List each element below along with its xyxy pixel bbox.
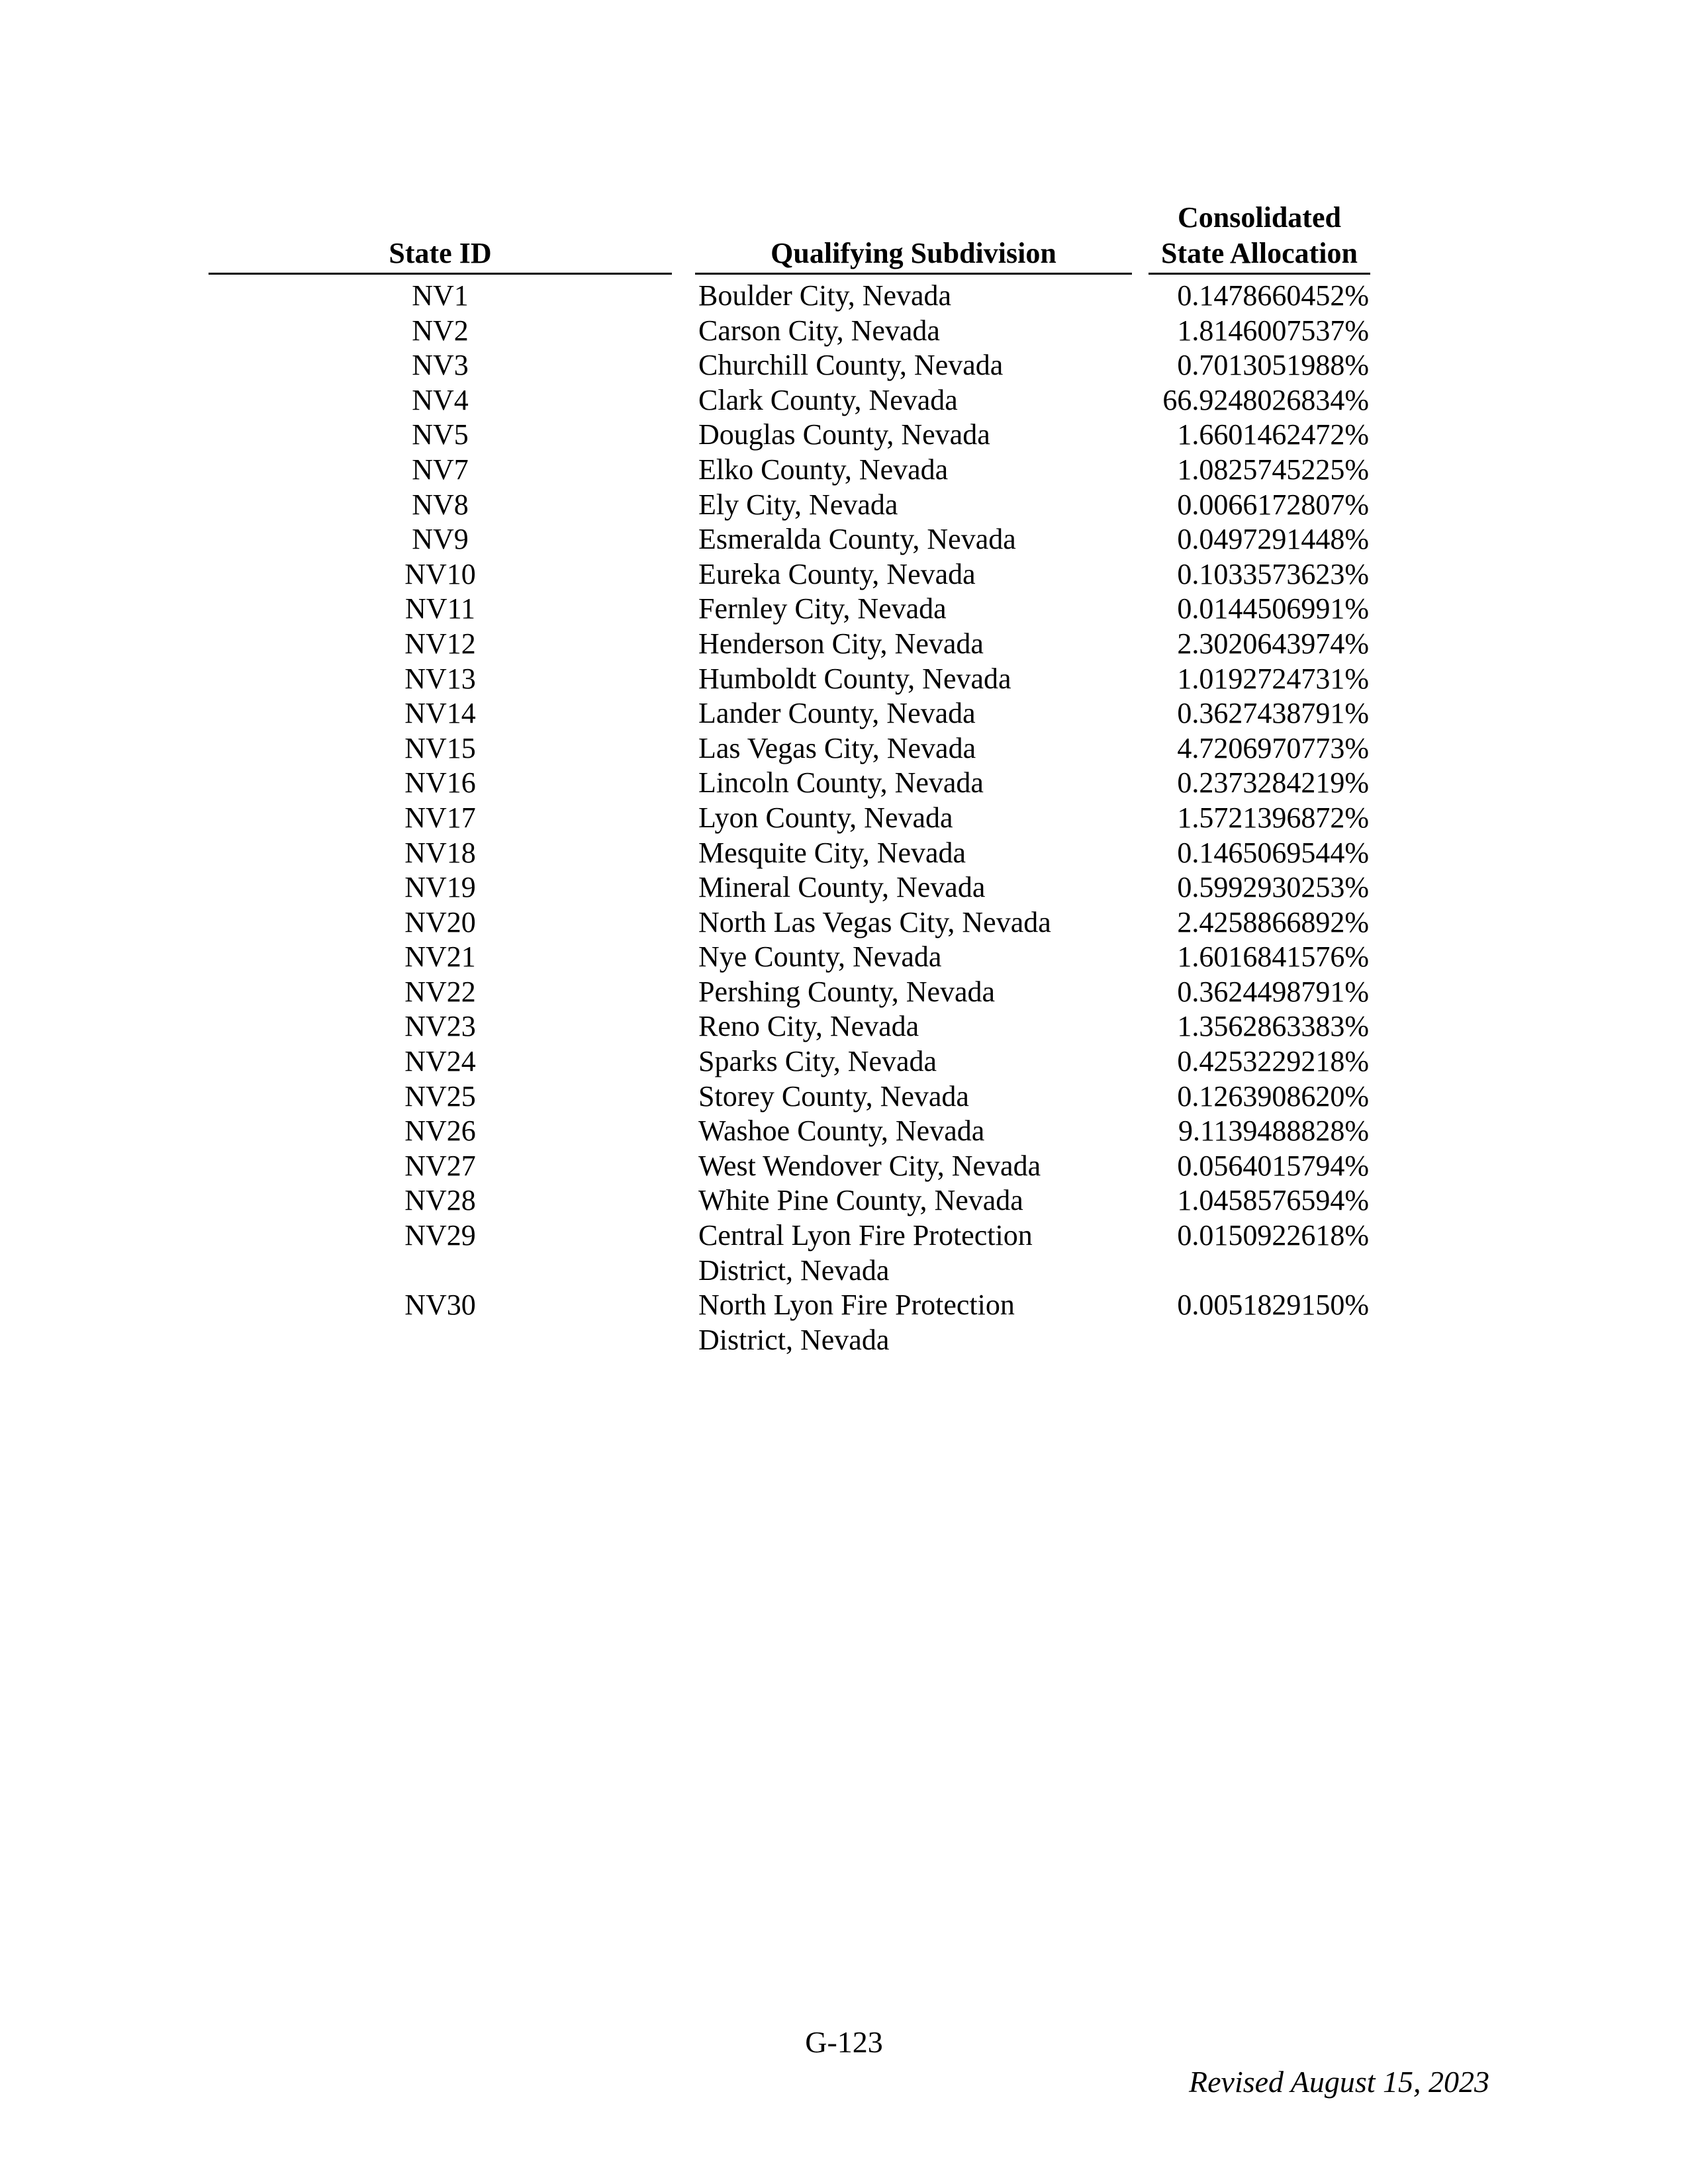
state-id-cell: NV12 xyxy=(404,627,476,660)
table-header xyxy=(209,192,1374,275)
allocation-cell: 9.1139488828% xyxy=(1178,1115,1369,1148)
subdivision-cell: Ely City, Nevada xyxy=(698,488,898,521)
subdivision-cell: Washoe County, Nevada xyxy=(698,1115,985,1148)
table-row xyxy=(209,870,1374,905)
table-row xyxy=(209,488,1374,523)
allocation-cell: 0.3624498791% xyxy=(1177,975,1369,1008)
header-consolidated-state-allocation xyxy=(1149,200,1370,275)
allocation-cell: 0.1033573623% xyxy=(1177,557,1369,590)
subdivision-cell: Clark County, Nevada xyxy=(698,383,958,416)
state-id-cell: NV28 xyxy=(404,1184,476,1217)
subdivision-cell: Mineral County, Nevada xyxy=(698,871,986,904)
table-row xyxy=(209,1114,1374,1149)
state-id-cell: NV29 xyxy=(404,1219,476,1252)
state-id-cell: NV18 xyxy=(404,836,476,869)
subdivision-cell: Lyon County, Nevada xyxy=(698,801,953,834)
allocation-cell: 66.9248026834% xyxy=(1162,383,1369,416)
state-id-cell: NV1 xyxy=(412,279,469,312)
table-row xyxy=(209,592,1374,627)
header-allocation-line-2: State Allocation xyxy=(1161,237,1358,269)
table-row xyxy=(209,1183,1374,1218)
table-row xyxy=(209,453,1374,488)
allocation-cell: 0.1478660452% xyxy=(1177,279,1369,312)
table-row xyxy=(209,975,1374,1010)
state-id-cell: NV30 xyxy=(404,1289,476,1322)
subdivision-cell: Central Lyon Fire Protection District, Nevada xyxy=(698,1219,1033,1287)
header-qualifying-subdivision: Qualifying Subdivision xyxy=(695,236,1132,275)
state-id-cell: NV26 xyxy=(404,1115,476,1148)
state-id-cell: NV16 xyxy=(404,766,476,799)
table-row xyxy=(209,731,1374,766)
allocation-cell: 1.6601462472% xyxy=(1177,418,1369,451)
table-row xyxy=(209,314,1374,349)
subdivision-cell: Lincoln County, Nevada xyxy=(698,766,984,799)
allocation-cell: 1.5721396872% xyxy=(1177,801,1369,834)
table-row xyxy=(209,1149,1374,1184)
state-id-cell: NV2 xyxy=(412,314,469,347)
subdivision-cell: Lander County, Nevada xyxy=(698,697,976,730)
table-row xyxy=(209,905,1374,940)
table-row xyxy=(209,696,1374,731)
page-number: G-123 xyxy=(805,2025,883,2059)
subdivision-cell: West Wendover City, Nevada xyxy=(698,1149,1041,1182)
subdivision-cell: Henderson City, Nevada xyxy=(698,627,984,660)
state-id-cell: NV11 xyxy=(405,592,475,625)
allocation-cell: 0.0051829150% xyxy=(1177,1289,1369,1322)
subdivision-cell: Mesquite City, Nevada xyxy=(698,836,966,869)
subdivision-cell: Reno City, Nevada xyxy=(698,1010,919,1043)
state-id-cell: NV25 xyxy=(404,1079,476,1113)
subdivision-cell: Sparks City, Nevada xyxy=(698,1045,937,1078)
state-id-cell: NV22 xyxy=(404,975,476,1008)
table-row xyxy=(209,279,1374,314)
allocation-table xyxy=(209,192,1374,1357)
table-row xyxy=(209,1009,1374,1044)
subdivision-cell: Boulder City, Nevada xyxy=(698,279,952,312)
allocation-cell: 0.0150922618% xyxy=(1177,1219,1369,1252)
allocation-cell: 0.0564015794% xyxy=(1177,1149,1369,1182)
allocation-cell: 0.0066172807% xyxy=(1177,488,1369,521)
allocation-cell: 2.4258866892% xyxy=(1177,905,1369,938)
state-id-cell: NV14 xyxy=(404,697,476,730)
table-row xyxy=(209,557,1374,592)
allocation-cell: 2.3020643974% xyxy=(1177,627,1369,660)
state-id-cell: NV9 xyxy=(412,523,469,556)
allocation-cell: 0.3627438791% xyxy=(1177,697,1369,730)
table-row xyxy=(209,801,1374,836)
subdivision-cell: Pershing County, Nevada xyxy=(698,975,996,1008)
table-row xyxy=(209,348,1374,383)
allocation-cell: 1.8146007537% xyxy=(1177,314,1369,347)
allocation-cell: 0.1465069544% xyxy=(1177,836,1369,869)
table-row xyxy=(209,1079,1374,1115)
subdivision-cell: Fernley City, Nevada xyxy=(698,592,947,625)
subdivision-cell: Humboldt County, Nevada xyxy=(698,662,1011,695)
state-id-cell: NV24 xyxy=(404,1045,476,1078)
allocation-cell: 1.0192724731% xyxy=(1177,662,1369,695)
state-id-cell: NV10 xyxy=(404,557,476,590)
state-id-cell: NV23 xyxy=(404,1010,476,1043)
allocation-cell: 1.0458576594% xyxy=(1177,1184,1369,1217)
state-id-cell: NV4 xyxy=(412,383,469,416)
allocation-cell: 0.2373284219% xyxy=(1177,766,1369,799)
allocation-cell: 1.3562863383% xyxy=(1177,1010,1369,1043)
table-row xyxy=(209,1288,1374,1357)
subdivision-cell: White Pine County, Nevada xyxy=(698,1184,1023,1217)
state-id-cell: NV27 xyxy=(404,1149,476,1182)
subdivision-cell: Nye County, Nevada xyxy=(698,940,942,974)
state-id-cell: NV13 xyxy=(404,662,476,695)
state-id-cell: NV17 xyxy=(404,801,476,834)
state-id-cell: NV7 xyxy=(412,453,469,486)
subdivision-cell: Esmeralda County, Nevada xyxy=(698,523,1016,556)
allocation-cell: 0.5992930253% xyxy=(1177,871,1369,904)
subdivision-cell: Eureka County, Nevada xyxy=(698,557,976,590)
revision-date: Revised August 15, 2023 xyxy=(1189,2065,1489,2099)
allocation-cell: 0.0144506991% xyxy=(1177,592,1369,625)
state-id-cell: NV3 xyxy=(412,349,469,382)
allocation-cell: 0.7013051988% xyxy=(1177,349,1369,382)
table-body xyxy=(209,279,1374,1357)
allocation-cell: 0.4253229218% xyxy=(1177,1045,1369,1078)
state-id-cell: NV20 xyxy=(404,905,476,938)
table-row xyxy=(209,522,1374,557)
table-row xyxy=(209,418,1374,453)
state-id-cell: NV8 xyxy=(412,488,469,521)
allocation-cell: 0.0497291448% xyxy=(1177,523,1369,556)
subdivision-cell: Storey County, Nevada xyxy=(698,1079,969,1113)
allocation-cell: 4.7206970773% xyxy=(1177,731,1369,764)
state-id-cell: NV15 xyxy=(404,731,476,764)
table-row xyxy=(209,662,1374,697)
table-row xyxy=(209,627,1374,662)
allocation-cell: 0.1263908620% xyxy=(1177,1079,1369,1113)
allocation-cell: 1.6016841576% xyxy=(1177,940,1369,974)
subdivision-cell: Churchill County, Nevada xyxy=(698,349,1004,382)
table-row xyxy=(209,836,1374,871)
allocation-cell: 1.0825745225% xyxy=(1177,453,1369,486)
subdivision-cell: North Las Vegas City, Nevada xyxy=(698,905,1051,938)
table-row xyxy=(209,383,1374,418)
table-row xyxy=(209,1218,1374,1288)
header-allocation-line-1: Consolidated xyxy=(1178,201,1341,234)
subdivision-cell: Carson City, Nevada xyxy=(698,314,940,347)
header-state-id: State ID xyxy=(209,236,672,275)
subdivision-cell: Las Vegas City, Nevada xyxy=(698,731,976,764)
state-id-cell: NV5 xyxy=(412,418,469,451)
table-row xyxy=(209,766,1374,801)
subdivision-cell: Elko County, Nevada xyxy=(698,453,949,486)
state-id-cell: NV21 xyxy=(404,940,476,974)
state-id-cell: NV19 xyxy=(404,871,476,904)
subdivision-cell: North Lyon Fire Protection District, Nevada xyxy=(698,1289,1015,1356)
subdivision-cell: Douglas County, Nevada xyxy=(698,418,990,451)
table-row xyxy=(209,1044,1374,1079)
table-row xyxy=(209,940,1374,975)
